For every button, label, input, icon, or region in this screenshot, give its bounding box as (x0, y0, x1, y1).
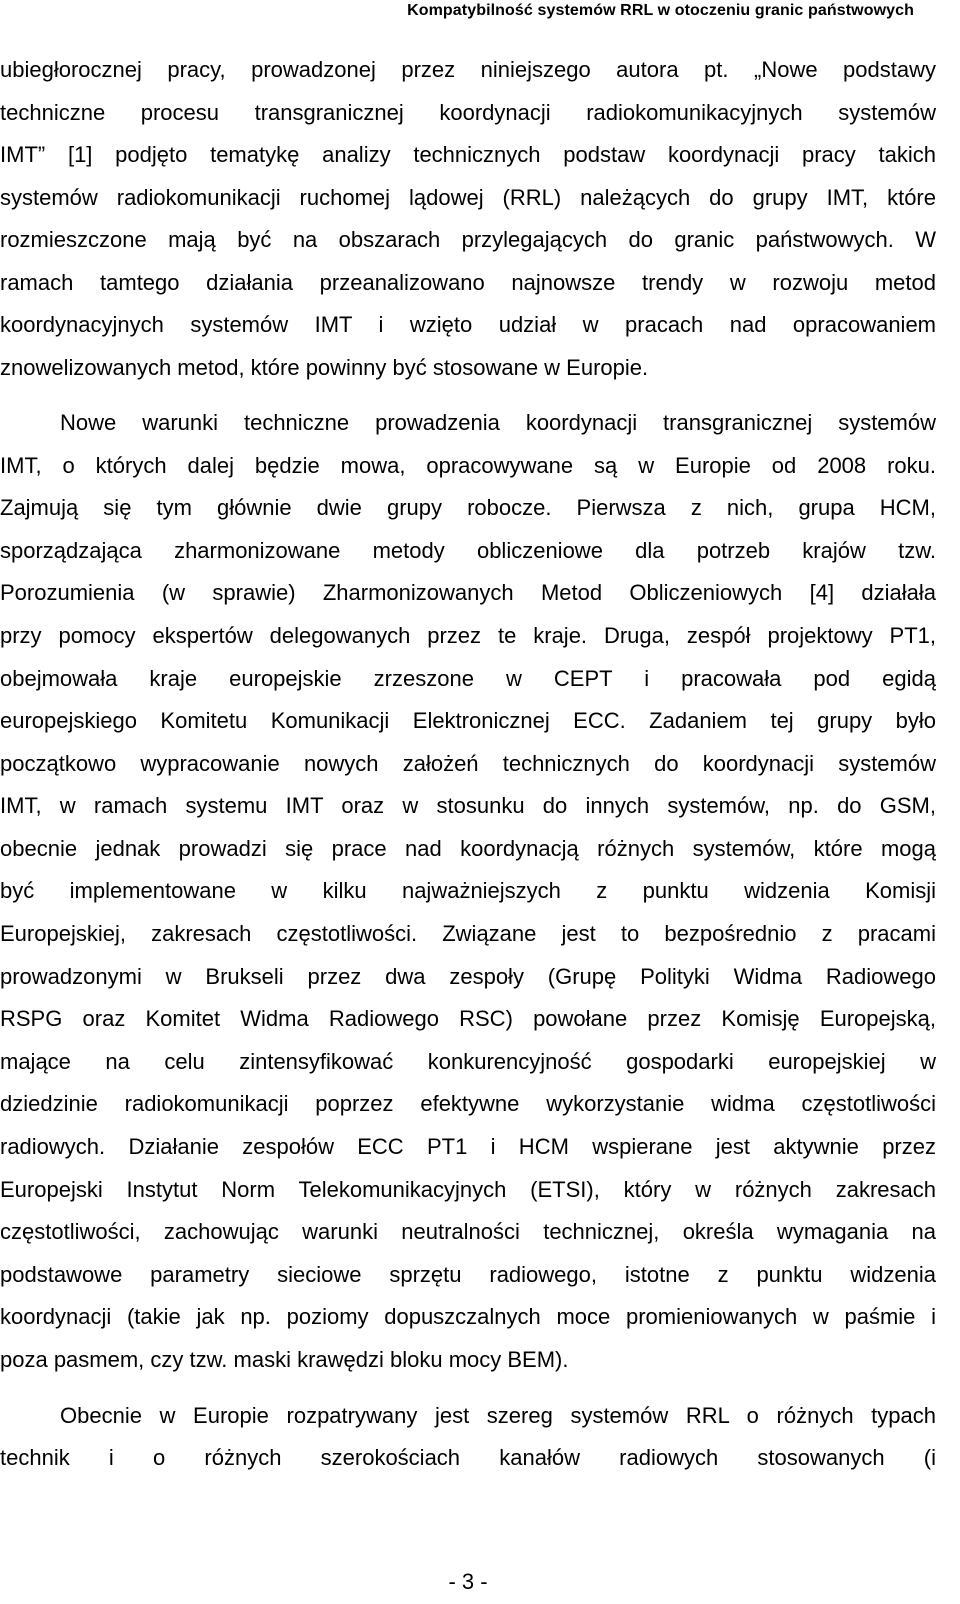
text-line: prowadzonymi w Brukseli przez dwa zespoły (Grupę Polityki Widma Radiowego (0, 964, 936, 989)
text-line: IMT, w ramach systemu IMT oraz w stosunku do innych systemów, np. do GSM, (0, 793, 936, 818)
text-line: techniczne procesu transgranicznej koordynacji radiokomunikacyjnych systemów (0, 100, 936, 125)
text-line: technik i o różnych szerokościach kanałów radiowych stosowanych (i (0, 1445, 936, 1470)
text-line: obejmowała kraje europejskie zrzeszone w CEPT i pracowała pod egidą (0, 666, 936, 691)
text-line: systemów radiokomunikacji ruchomej lądowej (RRL) należących do grupy IMT, które (0, 185, 936, 210)
text-line: przy pomocy ekspertów delegowanych przez te kraje. Druga, zespół projektowy PT1, (0, 623, 936, 648)
text-line: obecnie jednak prowadzi się prace nad koordynacją różnych systemów, które mogą (0, 836, 936, 861)
text-line: znowelizowanych metod, które powinny być stosowane w Europie. (0, 355, 649, 380)
text-line: częstotliwości, zachowując warunki neutralności technicznej, określa wymagania na (0, 1219, 936, 1244)
paragraph-first-line: Obecnie w Europie rozpatrywany jest szereg systemów RRL o różnych typach (60, 1403, 936, 1428)
text-line: radiowych. Działanie zespołów ECC PT1 i HCM wspierane jest aktywnie przez (0, 1134, 936, 1159)
paragraph-first-line: Nowe warunki techniczne prowadzenia koordynacji transgranicznej systemów (60, 410, 936, 435)
text-line: koordynacji (takie jak np. poziomy dopuszczalnych moce promieniowanych w paśmie i (0, 1304, 936, 1329)
running-header: Kompatybilność systemów RRL w otoczeniu granic państwowych (407, 2, 914, 19)
text-line: IMT, o których dalej będzie mowa, opracowywane są w Europie od 2008 roku. (0, 453, 936, 478)
page-number: - 3 - (448, 1569, 488, 1594)
text-line: poza pasmem, czy tzw. maski krawędzi bloku mocy BEM). (0, 1347, 569, 1372)
text-line: ubiegłorocznej pracy, prowadzonej przez niniejszego autora pt. „Nowe podstawy (0, 57, 936, 82)
text-line: Europejski Instytut Norm Telekomunikacyjnych (ETSI), który w różnych zakresach (0, 1177, 936, 1202)
text-line: Porozumienia (w sprawie) Zharmonizowanych Metod Obliczeniowych [4] działała (0, 580, 936, 605)
text-line: podstawowe parametry sieciowe sprzętu radiowego, istotne z punktu widzenia (0, 1262, 936, 1287)
text-line: rozmieszczone mają być na obszarach przylegających do granic państwowych. W (0, 227, 936, 252)
text-line: początkowo wypracowanie nowych założeń technicznych do koordynacji systemów (0, 751, 936, 776)
text-line: Zajmują się tym głównie dwie grupy robocze. Pierwsza z nich, grupa HCM, (0, 495, 936, 520)
text-line: mające na celu zintensyfikować konkurencyjność gospodarki europejskiej w (0, 1049, 936, 1074)
text-line: europejskiego Komitetu Komunikacji Elektronicznej ECC. Zadaniem tej grupy było (0, 708, 936, 733)
text-line: Europejskiej, zakresach częstotliwości. Związane jest to bezpośrednio z pracami (0, 921, 936, 946)
text-line: IMT” [1] podjęto tematykę analizy technicznych podstaw koordynacji pracy takich (0, 142, 936, 167)
text-line: RSPG oraz Komitet Widma Radiowego RSC) powołane przez Komisję Europejską, (0, 1006, 936, 1031)
text-line: ramach tamtego działania przeanalizowano najnowsze trendy w rozwoju metod (0, 270, 936, 295)
text-line: dziedzinie radiokomunikacji poprzez efektywne wykorzystanie widma częstotliwości (0, 1091, 936, 1116)
text-line: być implementowane w kilku najważniejszych z punktu widzenia Komisji (0, 878, 936, 903)
text-line: koordynacyjnych systemów IMT i wzięto udział w pracach nad opracowaniem (0, 312, 936, 337)
text-line: sporządzająca zharmonizowane metody obliczeniowe dla potrzeb krajów tzw. (0, 538, 936, 563)
